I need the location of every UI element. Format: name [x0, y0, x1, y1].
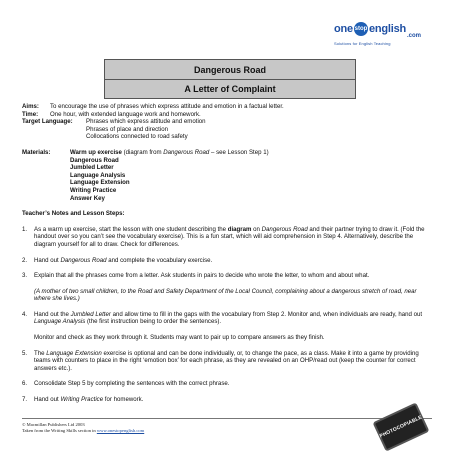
step-text: Hand out [34, 396, 61, 404]
step-2 [22, 257, 432, 265]
materials-item: Language Analysis [70, 171, 126, 179]
step-text: exercise is optional and can be done individually, or, to change the pace, as a class. Make it into a game by providing teams with counters to place in the right ‘emotion box’ for each phrase, as they are revealed on an OHP/read out (keep the counter for correct answers etc.). [34, 349, 419, 372]
materials-first-bold: Warm up exercise [70, 148, 122, 156]
footer [22, 422, 144, 434]
materials-item: Jumbled Letter [70, 164, 114, 172]
step-3 [22, 272, 432, 303]
materials-first-text: (diagram from [121, 148, 164, 156]
materials-item: Dangerous Road [70, 156, 119, 164]
step-6 [22, 380, 432, 388]
step-text: and their partner trying to draw it. (Fold the handout over so you can’t see the vocabulary exercise). This is a fun start, which will aid comprehension in Step 4. Alternatively, describe the diagram yourself for all to draw. Check for differences. [34, 225, 425, 248]
subtitle: A Letter of Complaint [184, 84, 276, 94]
step-italic: Writing Practice [60, 396, 104, 404]
step-note: (A mother of two small children, to the Road and Safety Department of the Local Council, complaining about a dangerous stretch of road, near where she lives.) [34, 287, 417, 303]
step-text: As a warm up exercise, start the lesson with one student describing the [34, 225, 228, 233]
time-text: One hour, with extended language work and homework. [50, 110, 201, 118]
step-text: on [251, 225, 262, 233]
target-row [22, 118, 432, 141]
step-number: 1. [22, 225, 28, 233]
step-text: Hand out the [34, 310, 71, 318]
step-number: 7. [22, 396, 28, 404]
footer-divider [22, 418, 432, 419]
step-bold: diagram [227, 225, 252, 233]
subtitle-box [104, 79, 356, 99]
step-number: 2. [22, 256, 28, 264]
step-text: and complete the vocabulary exercise. [106, 256, 213, 264]
step-text: Explain that all the phrases come from a letter. Ask students in pairs to decide who wrote the letter, to whom and about what. [34, 272, 370, 280]
target-line: Collocations connected to road safety [86, 133, 188, 141]
step-italic: Dangerous Road [60, 256, 107, 264]
logo-word-one: one [334, 23, 353, 35]
step-4 [22, 311, 432, 342]
target-line: Phrases of place and direction [86, 125, 168, 133]
step-text: Consolidate Step 5 by completing the sentences with the correct phrase. [34, 380, 230, 388]
aims-text: To encourage the use of phrases which express attitude and emotion in a factual letter. [50, 103, 284, 110]
logo-dotcom: .com [407, 33, 422, 39]
source-link[interactable]: www.onestopenglish.com [96, 428, 145, 433]
lesson-content [22, 103, 432, 404]
photocopiable-badge [372, 402, 429, 451]
title: Dangerous Road [193, 64, 266, 75]
step-text: for homework. [103, 396, 144, 404]
step-number: 3. [22, 272, 28, 280]
step-number: 6. [22, 380, 28, 388]
notes-heading: Teacher’s Notes and Lesson Steps: [22, 210, 125, 218]
time-label: Time: [22, 110, 39, 118]
materials-item: Answer Key [70, 194, 105, 202]
step-text: The [34, 349, 47, 357]
materials-first-italic: Dangerous Road [163, 148, 210, 156]
materials-item: Language Extension [70, 179, 130, 187]
logo-word-english: english [368, 23, 407, 35]
onestopenglish-logo [334, 19, 434, 53]
step-number: 4. [22, 310, 28, 318]
materials-label: Materials: [22, 148, 51, 156]
aims-row [22, 103, 432, 111]
aims-label: Aims: [22, 103, 39, 110]
materials-item: Writing Practice [70, 186, 117, 194]
step-italic: Language Extension [46, 349, 102, 357]
title-box [104, 59, 356, 80]
step-1 [22, 226, 432, 249]
materials-row [22, 149, 432, 202]
target-line: Phrases which express attitude and emotion [86, 118, 206, 126]
logo-circle: stop [354, 22, 368, 36]
step-italic: Language Analysis [34, 318, 86, 326]
step-5 [22, 350, 432, 373]
step-text: (the first instruction being to order the sentences). [85, 318, 222, 326]
step-italic: Dangerous Road [261, 225, 308, 233]
copyright: © Macmillan Publishers Ltd 2003 [22, 422, 85, 427]
step-italic: Jumbled Letter [70, 310, 111, 318]
target-label: Target Language: [22, 118, 73, 126]
step-number: 5. [22, 349, 28, 357]
step-text: and allow time to fill in the gaps with the vocabulary from Step 2. Monitor and, when individuals are ready, hand out [110, 310, 423, 318]
materials-first-text-end: – see Lesson Step 1) [209, 148, 269, 156]
source-text: Taken from the Writing Skills section in [22, 428, 97, 433]
time-row [22, 111, 432, 119]
step-text: Monitor and check as they work through it. Students may want to pair up to compare answers as they finish. [34, 334, 325, 342]
step-7 [22, 396, 432, 404]
badge-label: PHOTOCOPIABLE [378, 414, 424, 440]
materials-first [70, 149, 269, 157]
logo-tagline: Solutions for English Teaching [334, 41, 391, 46]
step-text: Hand out [34, 256, 61, 264]
